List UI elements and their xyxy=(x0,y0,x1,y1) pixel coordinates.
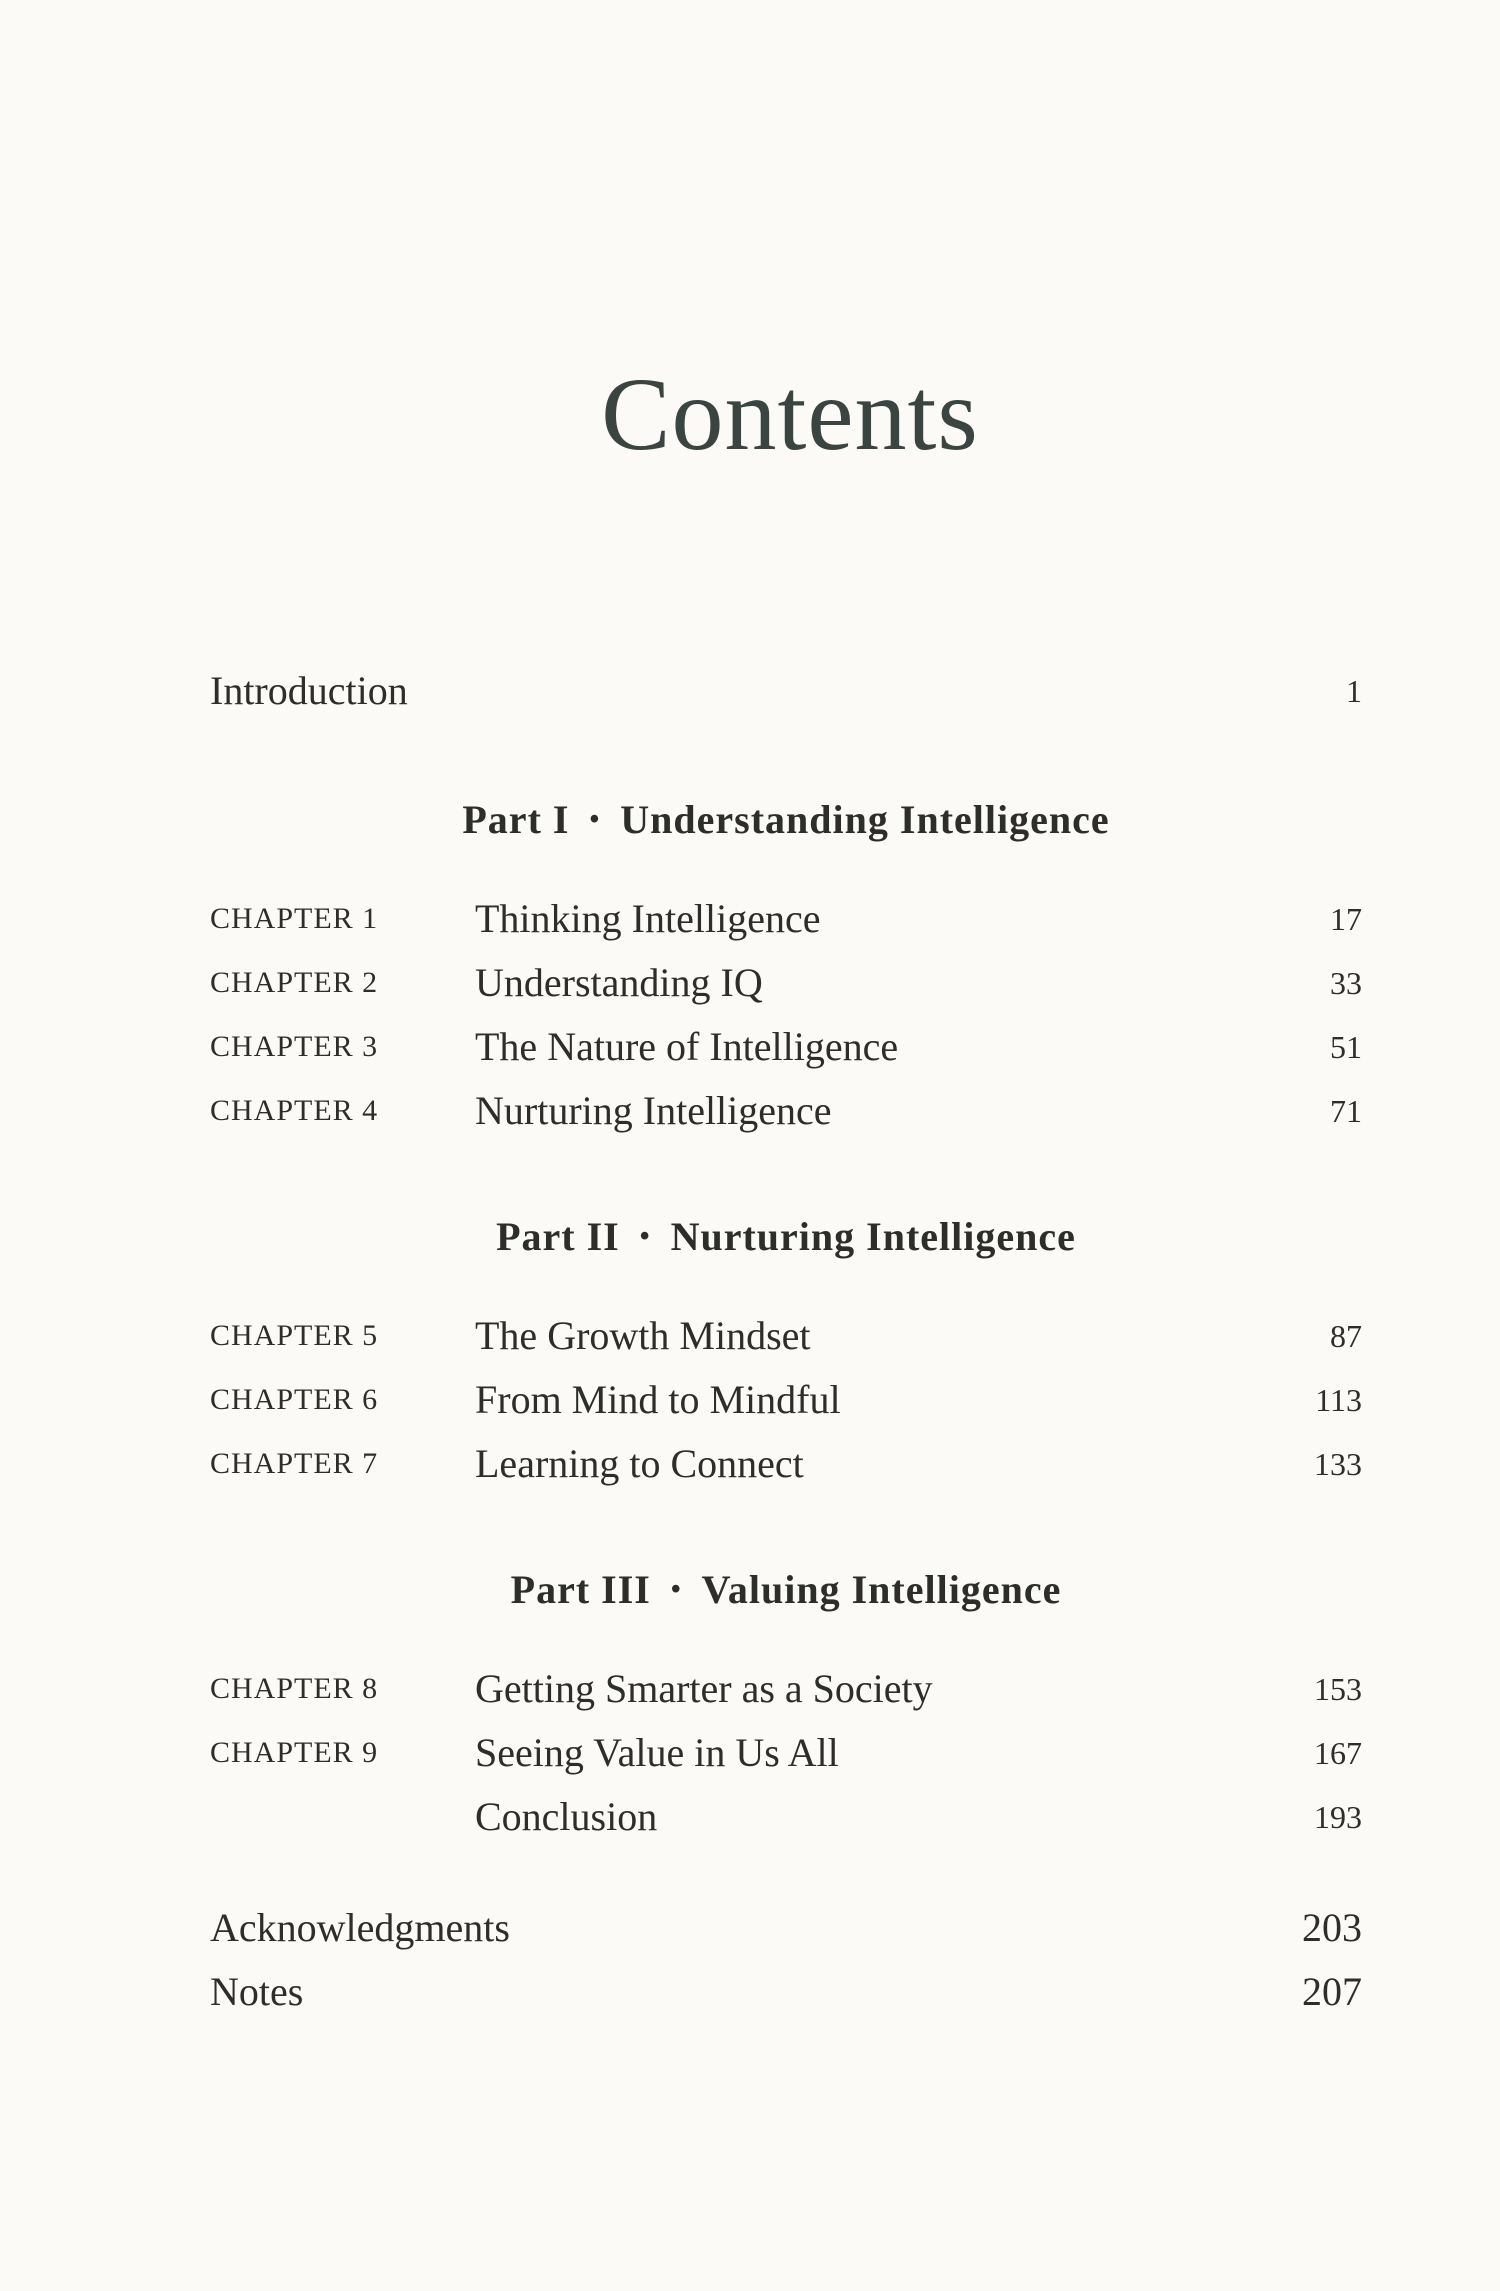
bullet-icon: • xyxy=(670,1573,682,1605)
chapter-title: Seeing Value in Us All xyxy=(475,1730,839,1775)
chapter-title: Learning to Connect xyxy=(475,1441,804,1486)
chapter-title: The Nature of Intelligence xyxy=(475,1024,899,1069)
chapter-title: Getting Smarter as a Society xyxy=(475,1666,933,1711)
toc-entry-chapter-5 xyxy=(210,1311,1362,1361)
chapter-title: The Growth Mindset xyxy=(475,1313,811,1358)
toc-entry-acknowledgments xyxy=(210,1903,1362,1953)
toc-entry-notes xyxy=(210,1967,1362,2017)
chapter-page: 193 xyxy=(1314,1799,1362,1835)
toc-entry-chapter-4 xyxy=(210,1086,1362,1136)
part-title: Understanding Intelligence xyxy=(620,797,1110,842)
part-heading-1 xyxy=(210,793,1362,847)
entry-title: Acknowledgments xyxy=(210,1905,510,1950)
bullet-icon: • xyxy=(639,1220,651,1252)
part-number: Part III xyxy=(510,1567,651,1612)
chapter-label: CHAPTER 7 xyxy=(210,1447,379,1480)
entry-page: 1 xyxy=(1346,673,1362,709)
part-number: Part II xyxy=(496,1214,620,1259)
chapter-title: Nurturing Intelligence xyxy=(475,1088,832,1133)
chapter-label: CHAPTER 2 xyxy=(210,966,379,999)
toc-entry-chapter-2 xyxy=(210,958,1362,1008)
toc-entry-chapter-3 xyxy=(210,1022,1362,1072)
chapter-page: 17 xyxy=(1330,901,1362,937)
toc-entry-chapter-1 xyxy=(210,894,1362,944)
chapter-label: CHAPTER 8 xyxy=(210,1672,379,1705)
bullet-icon: • xyxy=(589,803,601,835)
chapter-page: 133 xyxy=(1314,1446,1362,1482)
chapter-page: 51 xyxy=(1330,1029,1362,1065)
entry-title: Introduction xyxy=(210,668,408,713)
toc-entry-chapter-8 xyxy=(210,1664,1362,1714)
page-title: Contents xyxy=(601,357,979,472)
toc-entry-chapter-9 xyxy=(210,1728,1362,1778)
chapter-label: CHAPTER 1 xyxy=(210,902,379,935)
entry-title: Notes xyxy=(210,1969,304,2014)
part-number: Part I xyxy=(462,797,570,842)
chapter-page: 71 xyxy=(1330,1093,1362,1129)
chapter-label: CHAPTER 4 xyxy=(210,1094,379,1127)
toc-entry-introduction xyxy=(210,666,1362,716)
part-title: Nurturing Intelligence xyxy=(670,1214,1076,1259)
chapter-page: 167 xyxy=(1314,1735,1362,1771)
part-heading-2 xyxy=(210,1210,1362,1264)
chapter-title: Thinking Intelligence xyxy=(475,896,821,941)
chapter-page: 33 xyxy=(1330,965,1362,1001)
chapter-label: CHAPTER 6 xyxy=(210,1383,379,1416)
entry-page: 203 xyxy=(1302,1905,1362,1950)
toc-entry-conclusion xyxy=(210,1792,1362,1842)
part-heading-3 xyxy=(210,1563,1362,1617)
toc-entry-chapter-7 xyxy=(210,1439,1362,1489)
chapter-title: Understanding IQ xyxy=(475,960,763,1005)
chapter-title: Conclusion xyxy=(475,1794,658,1839)
chapter-label: CHAPTER 3 xyxy=(210,1030,379,1063)
chapter-page: 113 xyxy=(1315,1382,1362,1418)
chapter-title: From Mind to Mindful xyxy=(475,1377,841,1422)
chapter-page: 153 xyxy=(1314,1671,1362,1707)
part-title: Valuing Intelligence xyxy=(701,1567,1062,1612)
chapter-label: CHAPTER 5 xyxy=(210,1319,379,1352)
chapter-page: 87 xyxy=(1330,1318,1362,1354)
toc-entry-chapter-6 xyxy=(210,1375,1362,1425)
entry-page: 207 xyxy=(1302,1969,1362,2014)
chapter-label: CHAPTER 9 xyxy=(210,1736,379,1769)
